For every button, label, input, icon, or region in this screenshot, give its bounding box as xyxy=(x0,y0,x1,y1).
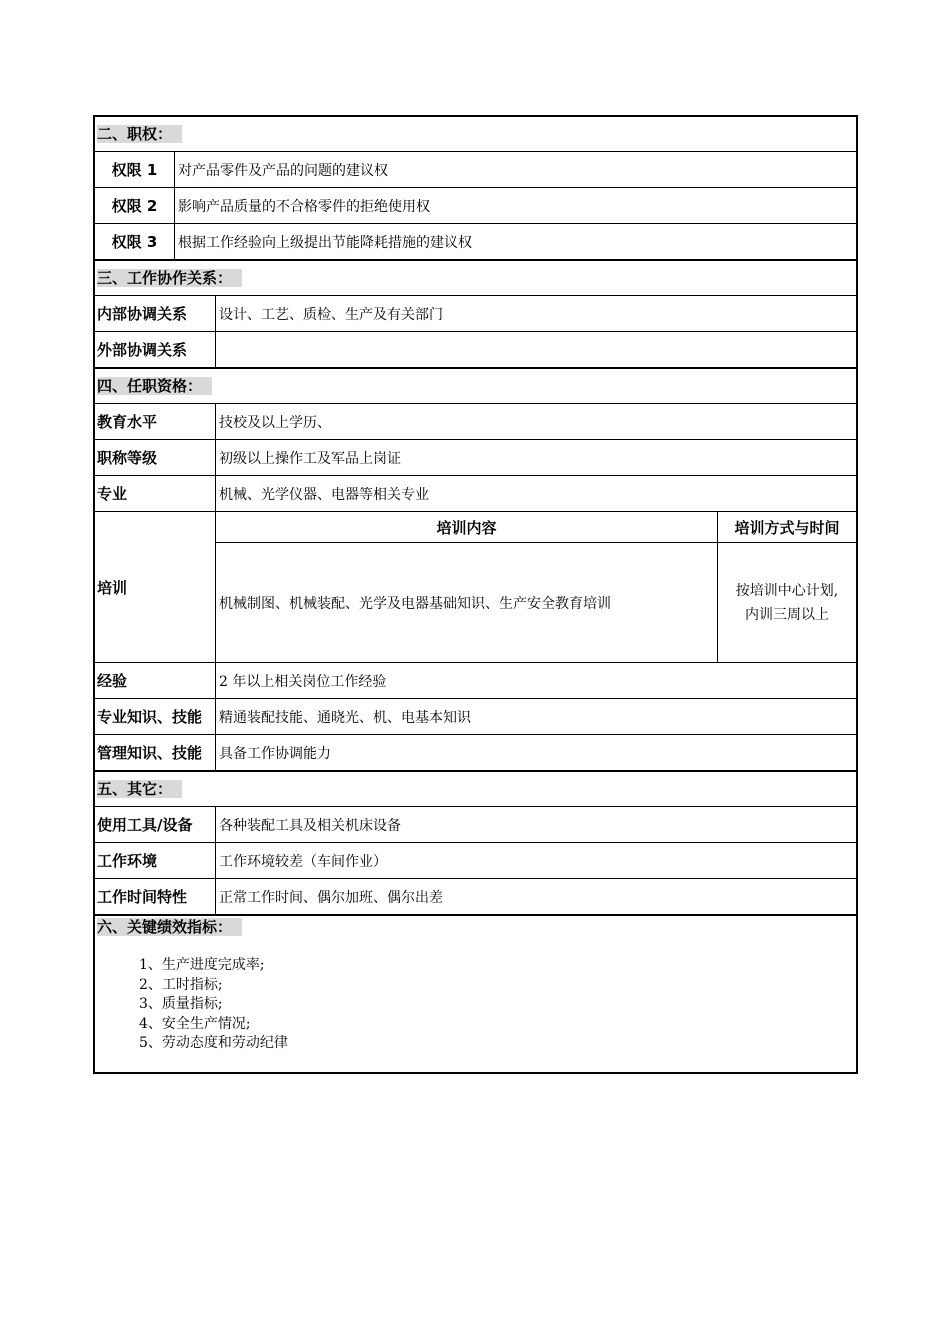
authority-row xyxy=(95,187,856,223)
qualifications-title: 四、任职资格： xyxy=(97,377,212,395)
authority-row xyxy=(95,223,856,259)
title-level-row xyxy=(95,439,856,475)
other-section xyxy=(95,772,856,916)
authority-value: 根据工作经验向上级提出节能降耗措施的建议权 xyxy=(178,234,472,251)
title-level-value: 初级以上操作工及军品上岗证 xyxy=(219,450,401,467)
tools-label: 使用工具/设备 xyxy=(95,807,216,842)
other-row xyxy=(95,842,856,878)
environment-value: 工作环境较差（车间作业） xyxy=(219,853,387,870)
education-value: 技校及以上学历、 xyxy=(219,414,331,431)
training-header xyxy=(216,512,856,543)
education-row xyxy=(95,403,856,439)
authority-label: 权限 2 xyxy=(95,188,175,223)
relations-section xyxy=(95,261,856,369)
training-row xyxy=(95,511,856,662)
job-description-table xyxy=(93,115,858,1074)
other-title: 五、其它： xyxy=(97,780,182,798)
work-time-value: 正常工作时间、偶尔加班、偶尔出差 xyxy=(219,889,443,906)
major-value: 机械、光学仪器、电器等相关专业 xyxy=(219,486,429,503)
authority-value: 影响产品质量的不合格零件的拒绝使用权 xyxy=(178,198,430,215)
work-time-label: 工作时间特性 xyxy=(95,879,216,914)
relations-row xyxy=(95,295,856,331)
education-label: 教育水平 xyxy=(95,404,216,439)
other-row xyxy=(95,878,856,914)
kpi-item: 5、劳动态度和劳动纪律 xyxy=(139,1035,288,1051)
training-content-header: 培训内容 xyxy=(216,512,718,542)
qualifications-section xyxy=(95,369,856,772)
authority-title: 二、职权： xyxy=(97,125,182,143)
authority-label: 权限 3 xyxy=(95,224,175,259)
authority-section xyxy=(95,117,856,261)
relations-title: 三、工作协作关系： xyxy=(97,269,242,287)
relations-title-row xyxy=(95,261,856,295)
kpi-list xyxy=(95,938,856,1072)
training-method-line: 按培训中心计划, xyxy=(735,582,839,599)
title-level-label: 职称等级 xyxy=(95,440,216,475)
kpi-section xyxy=(95,916,856,1072)
authority-row xyxy=(95,151,856,187)
experience-value: 2 年以上相关岗位工作经验 xyxy=(219,673,387,690)
other-title-row xyxy=(95,772,856,806)
training-content: 机械制图、机械装配、光学及电器基础知识、生产安全教育培训 xyxy=(216,543,718,662)
kpi-item: 3、质量指标; xyxy=(139,996,223,1012)
training-label: 培训 xyxy=(95,512,216,662)
major-row xyxy=(95,475,856,511)
external-relations-label: 外部协调关系 xyxy=(95,332,216,367)
authority-label: 权限 1 xyxy=(95,152,175,187)
authority-title-row xyxy=(95,117,856,151)
skills-label: 专业知识、技能 xyxy=(95,699,216,734)
kpi-item: 1、生产进度完成率; xyxy=(139,957,265,973)
training-body xyxy=(216,543,856,662)
other-row xyxy=(95,806,856,842)
training-grid xyxy=(216,512,856,662)
training-method-line: 内训三周以上 xyxy=(745,606,829,623)
environment-label: 工作环境 xyxy=(95,843,216,878)
training-method-header: 培训方式与时间 xyxy=(734,518,840,537)
skills-row xyxy=(95,698,856,734)
skills-value: 精通装配技能、通晓光、机、电基本知识 xyxy=(219,709,471,726)
management-value: 具备工作协调能力 xyxy=(219,745,331,762)
authority-value: 对产品零件及产品的问题的建议权 xyxy=(178,162,388,179)
external-relations-value xyxy=(216,332,856,367)
kpi-item: 4、安全生产情况; xyxy=(139,1015,251,1032)
management-label: 管理知识、技能 xyxy=(95,735,216,770)
training-method xyxy=(718,543,856,662)
relations-row xyxy=(95,331,856,367)
qualifications-title-row xyxy=(95,369,856,403)
internal-relations-value: 设计、工艺、质检、生产及有关部门 xyxy=(219,306,443,323)
kpi-title-row xyxy=(95,916,856,938)
tools-value: 各种装配工具及相关机床设备 xyxy=(219,817,401,834)
kpi-item: 2、工时指标; xyxy=(139,976,223,993)
major-label: 专业 xyxy=(95,476,216,511)
internal-relations-label: 内部协调关系 xyxy=(95,296,216,331)
experience-label: 经验 xyxy=(95,663,216,698)
experience-row xyxy=(95,662,856,698)
management-row xyxy=(95,734,856,770)
kpi-title: 六、关键绩效指标： xyxy=(97,918,242,936)
